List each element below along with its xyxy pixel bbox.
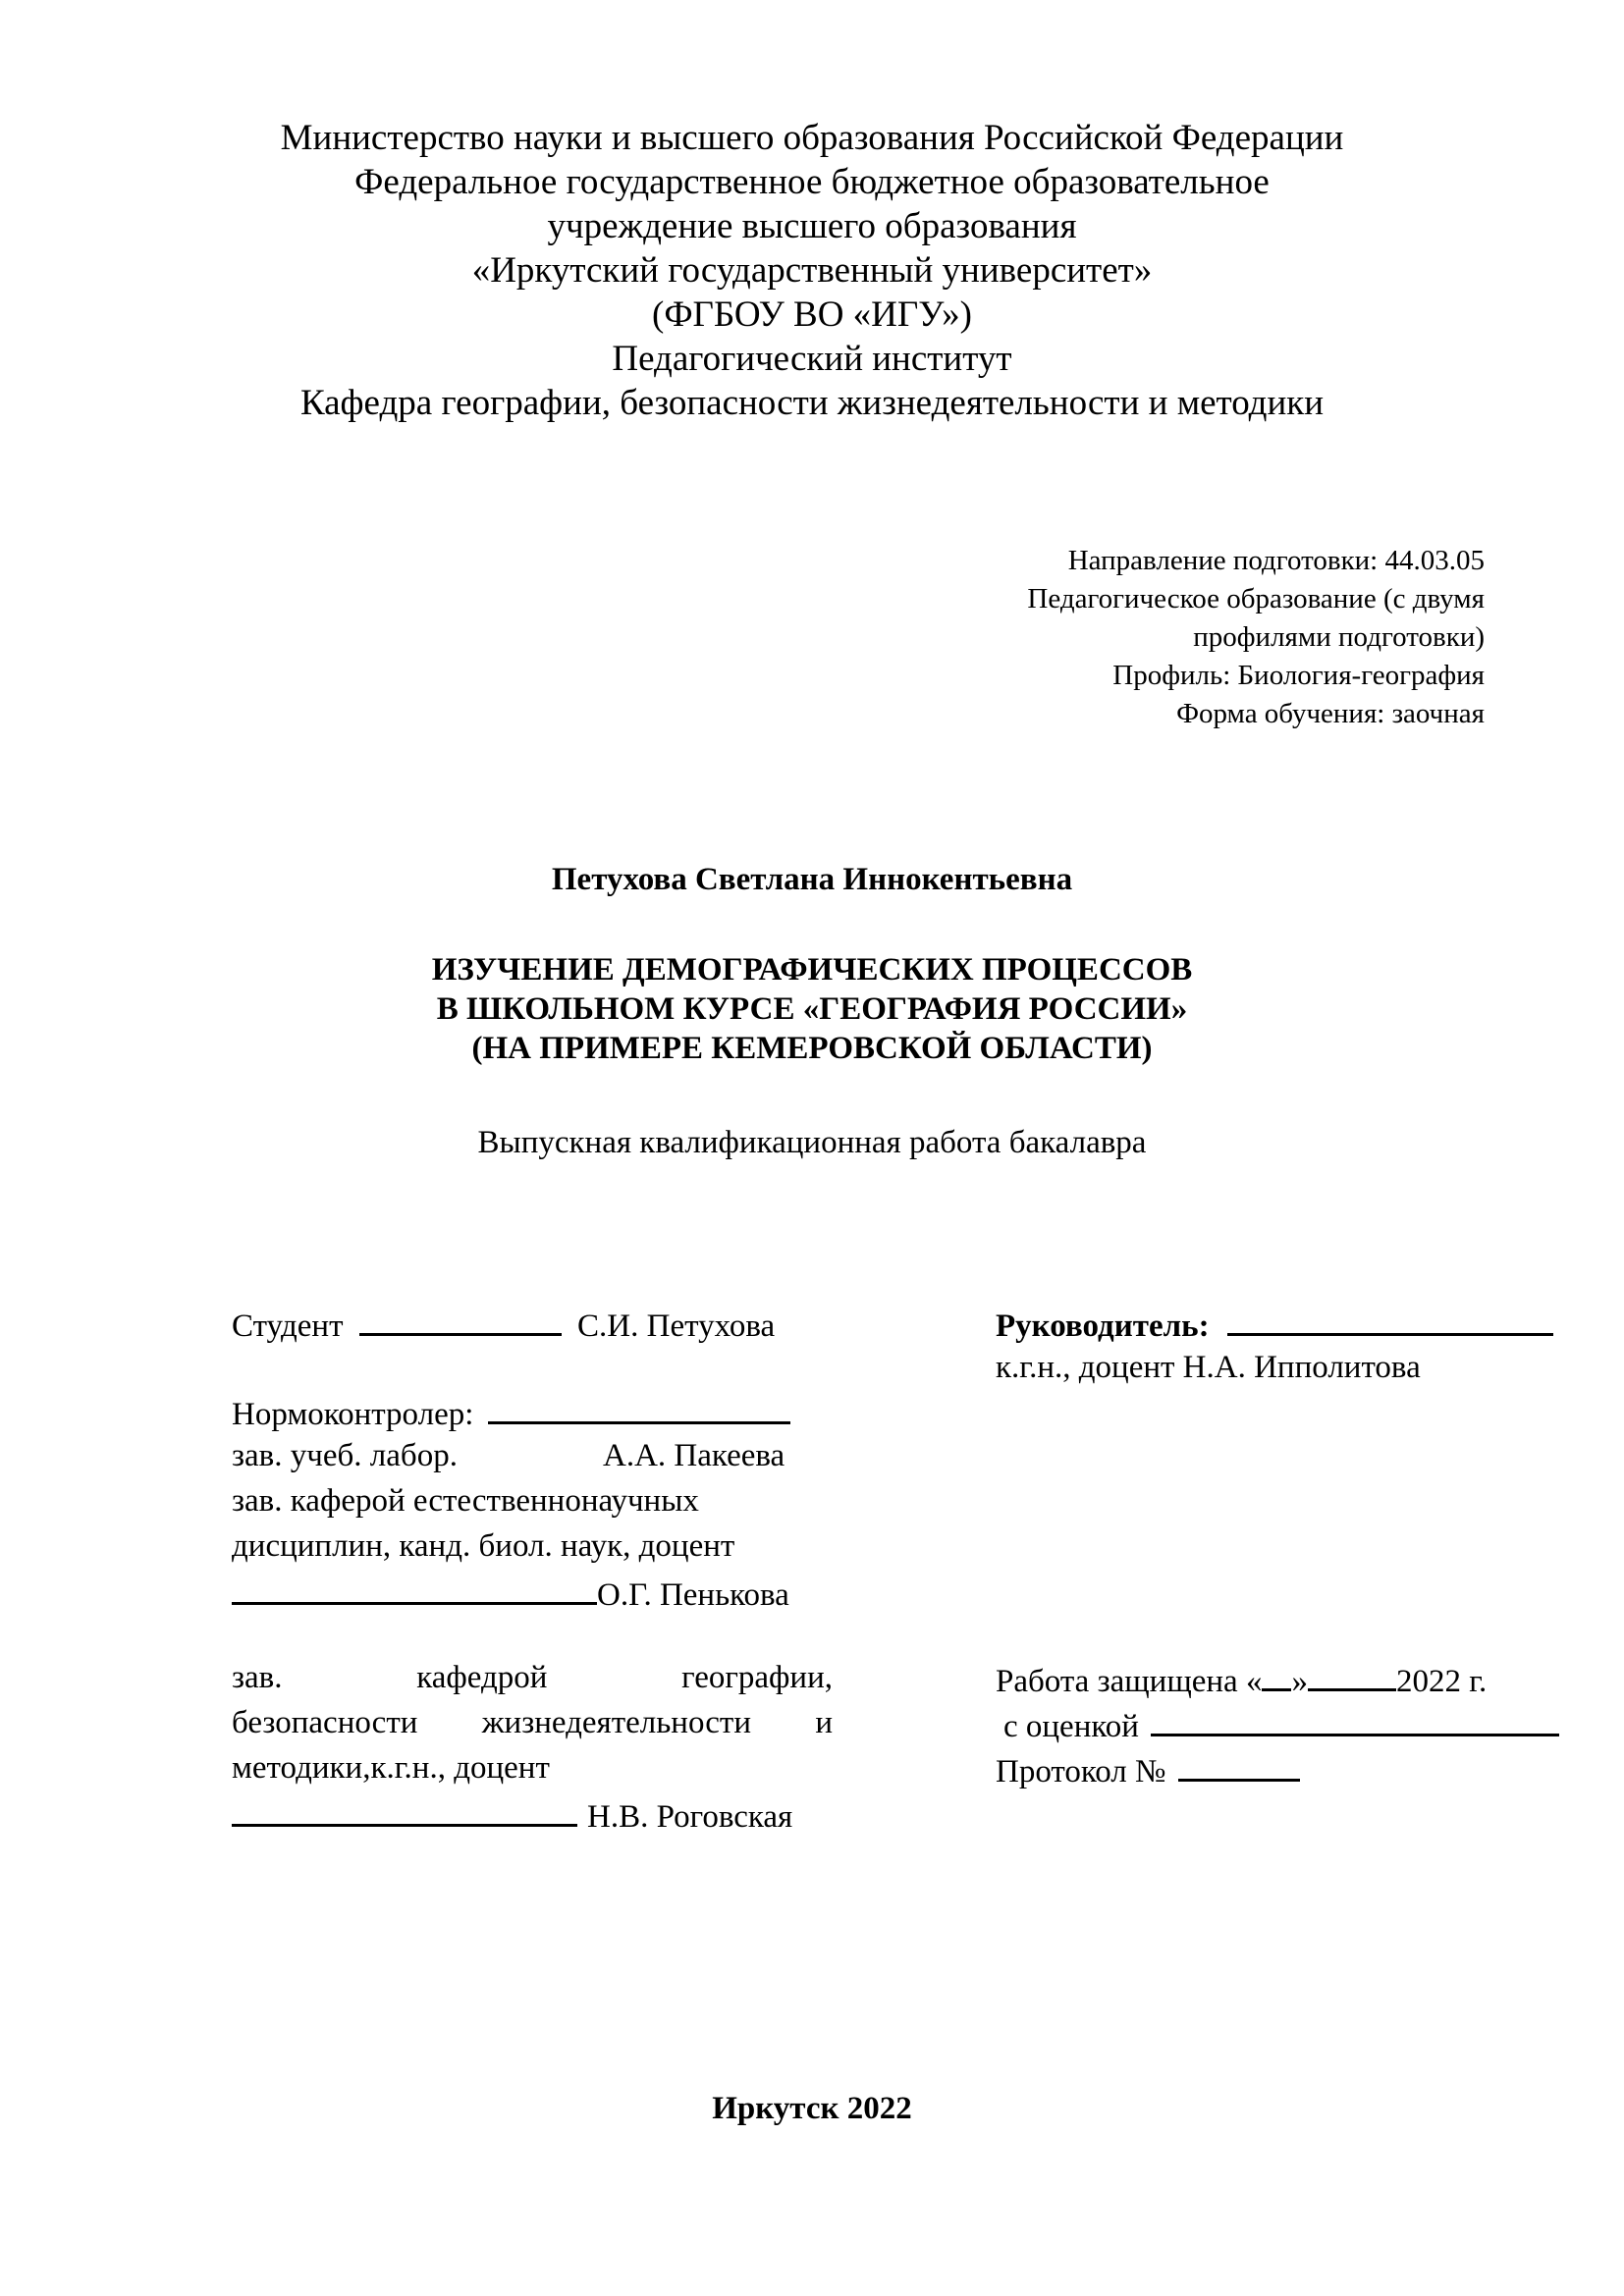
protocol-row [996,1749,1300,1791]
chair-line2 [232,1704,833,1742]
normcontrol-signature-line [488,1392,790,1424]
normcontrol-row [232,1392,790,1434]
department-name: Кафедра географии, безопасности жизнедеятельности и методики [299,383,1325,423]
supervisor-info: к.г.н., доцент Н.А. Ипполитова [996,1350,1421,1385]
supervisor-label: Руководитель: [996,1308,1210,1344]
supervisor-signature-line [1227,1304,1553,1336]
defended-mid: » [1291,1664,1308,1699]
defended-row [996,1659,1487,1701]
defended-year: 2022 г. [1395,1664,1488,1699]
institution-type-line: Федеральное государственное бюджетное образовательное [354,162,1270,202]
student-signature-row [232,1304,775,1346]
head-dept-line2: дисциплин, канд. биол. наук, доцент [232,1528,735,1564]
chair-word: географии, [681,1660,833,1695]
institution-header [0,116,1624,425]
chair-word: безопасности [232,1705,418,1740]
ministry-line: Министерство науки и высшего образования Российской Федерации [280,118,1344,158]
chair-line3: методики,к.г.н., доцент [232,1750,550,1786]
profile-line: Профиль: Биология-география [1112,660,1485,691]
university-abbr: (ФГБОУ ВО «ИГУ») [652,294,972,335]
student-name: С.И. Петухова [577,1308,776,1344]
institution-type-line-2: учреждение высшего образования [547,206,1077,246]
title-line: (НА ПРИМЕРЕ КЕМЕРОВСКОЙ ОБЛАСТИ) [471,1031,1153,1066]
grade-line [1151,1704,1559,1736]
defended-day-line [1262,1659,1291,1691]
chair-word: зав. [232,1660,283,1695]
chair-line1 [232,1659,833,1697]
protocol-label: Протокол № [996,1754,1166,1789]
defended-prefix: Работа защищена « [996,1664,1263,1699]
supervisor-row [996,1304,1553,1346]
city-year: Иркутск 2022 [712,2091,912,2126]
head-dept-name: О.Г. Пенькова [597,1577,789,1613]
protocol-number-line [1178,1749,1300,1782]
institute-name: Педагогический институт [612,339,1012,379]
direction-line: профилями подготовки) [1193,621,1485,653]
grade-row [1003,1704,1559,1746]
head-dept-signature-line [232,1573,597,1605]
direction-line: Педагогическое образование (с двумя [1027,583,1485,614]
student-signature-line [359,1304,562,1336]
university-name: «Иркутский государственный университет» [471,250,1153,291]
normcontrol-label: Нормоконтролер: [232,1397,474,1432]
chair-word: и [815,1705,833,1740]
chair-signature-row [232,1794,792,1837]
student-label: Студент [232,1308,344,1344]
chair-signature-line [232,1794,577,1827]
normcontrol-name: А.А. Пакеева [603,1438,785,1473]
defended-month-line [1308,1659,1396,1691]
thesis-title [0,950,1624,1068]
author-name: Петухова Светлана Иннокентьевна [551,862,1073,897]
training-direction-block [1027,542,1485,733]
direction-line: Направление подготовки: 44.03.05 [1067,545,1485,576]
head-dept-line1: зав. каферой естественнонаучных [232,1483,699,1519]
study-form-line: Форма обучения: заочная [1176,698,1485,729]
title-line: ИЗУЧЕНИЕ ДЕМОГРАФИЧЕСКИХ ПРОЦЕССОВ [431,952,1193,988]
grade-label: с оценкой [1003,1709,1139,1744]
head-dept-signature-row [232,1573,789,1615]
chair-word: кафедрой [416,1660,548,1695]
normcontrol-position: зав. учеб. лабор. [232,1438,458,1473]
chair-name: Н.В. Роговская [587,1799,793,1835]
work-type: Выпускная квалификационная работа бакалавра [477,1125,1147,1160]
title-line: В ШКОЛЬНОМ КУРСЕ «ГЕОГРАФИЯ РОССИИ» [436,991,1188,1027]
chair-word: жизнедеятельности [481,1705,752,1740]
